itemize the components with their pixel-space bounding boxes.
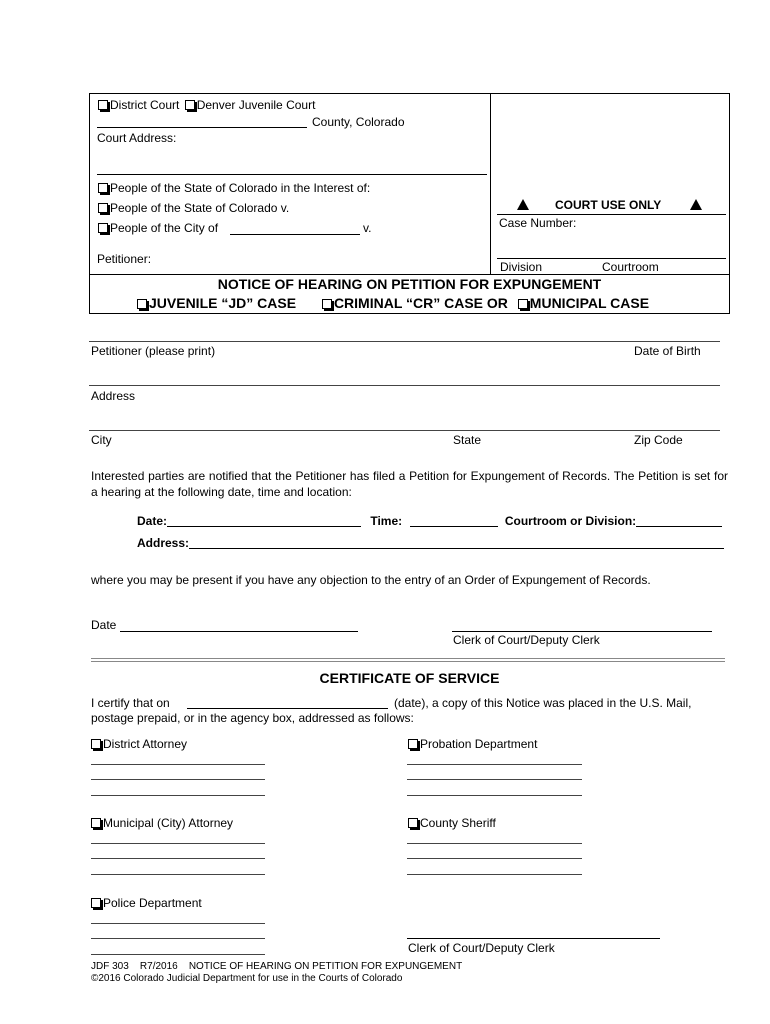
city-label: City (91, 433, 112, 447)
probation-checkbox[interactable] (408, 739, 418, 749)
city-suffix: v. (363, 221, 372, 235)
da-address-line[interactable] (91, 795, 265, 796)
people-state-checkbox[interactable] (98, 203, 108, 213)
certificate-clerk-signature-line[interactable] (407, 938, 660, 939)
caption-title-divider (89, 274, 730, 275)
objection-text: where you may be present if you have any objection to the entry of an Order of Expungement of Records. (91, 573, 651, 587)
municipal-checkbox[interactable] (518, 299, 528, 309)
recipient-municipal-attorney (91, 816, 233, 830)
city-line[interactable] (89, 430, 720, 431)
state-label: State (453, 433, 482, 447)
denver-juvenile-label: Denver Juvenile Court (196, 98, 316, 112)
dob-label: Date of Birth (634, 344, 701, 358)
certify-date-line[interactable] (187, 708, 388, 709)
courtroom-label: Courtroom (602, 260, 659, 274)
district-court-label: District Court (110, 98, 180, 112)
municipal-attorney-label: Municipal (City) Attorney (103, 816, 234, 830)
petitioner-print-label: Petitioner (please print) (91, 344, 216, 358)
footer-copyright: ©2016 Colorado Judicial Department for use in the Courts of Colorado (91, 973, 403, 984)
arrow-up-icon (517, 199, 529, 213)
hearing-address-field[interactable] (189, 537, 724, 549)
recipient-district-attorney (91, 737, 187, 751)
probation-address-line[interactable] (407, 795, 582, 796)
party-option-1 (98, 181, 370, 195)
party-option-2 (98, 201, 289, 215)
footer-form-id: JDF 303 R7/2016 NOTICE OF HEARING ON PETITION FOR EXPUNGEMENT (91, 961, 463, 972)
hearing-address-row (137, 536, 724, 550)
division-label: Division (500, 260, 543, 274)
petitioner-line[interactable] (89, 341, 720, 342)
certify-suffix: (date), a copy of this Notice was placed in the U.S. Mail, (394, 696, 692, 710)
double-rule-top (91, 658, 725, 659)
criminal-checkbox[interactable] (322, 299, 332, 309)
county-line[interactable] (97, 127, 307, 128)
people-state-label: People of the State of Colorado v. (110, 201, 290, 215)
municipal-attorney-checkbox[interactable] (91, 818, 101, 828)
hearing-courtroom-label: Courtroom or Division: (504, 514, 637, 528)
clerk-signature-line[interactable] (452, 631, 712, 632)
hearing-date-field[interactable] (167, 515, 361, 527)
double-rule-bottom (91, 661, 725, 662)
people-city-label: People of the City of (110, 221, 219, 235)
certificate-clerk-label: Clerk of Court/Deputy Clerk (408, 941, 555, 955)
police-address-line[interactable] (91, 954, 265, 955)
hearing-time-field[interactable] (410, 515, 498, 527)
sign-date-label: Date (91, 618, 117, 632)
police-address-line[interactable] (91, 923, 265, 924)
hearing-address-label: Address: (137, 536, 190, 550)
criminal-label: CRIMINAL “CR” CASE OR (333, 295, 508, 311)
city-name-line[interactable] (230, 234, 360, 235)
juvenile-label: JUVENILE “JD” CASE (149, 295, 297, 311)
district-attorney-checkbox[interactable] (91, 739, 101, 749)
district-attorney-label: District Attorney (103, 737, 188, 751)
recipient-county-sheriff (408, 816, 496, 830)
case-type-options (137, 295, 649, 311)
notice-intro: Interested parties are notified that the Petitioner has filed a Petition for Expungement of Records. The Petition is set for a hearing at the following date, time and location: (91, 469, 728, 499)
people-city-checkbox[interactable] (98, 223, 108, 233)
county-sheriff-checkbox[interactable] (408, 818, 418, 828)
case-number-label: Case Number: (499, 216, 577, 230)
party-option-3 (98, 221, 218, 235)
municipal-address-line[interactable] (91, 858, 265, 859)
hearing-date-label: Date: (137, 514, 168, 528)
recipient-probation (408, 737, 537, 751)
county-suffix: County, Colorado (312, 115, 405, 129)
address-label: Address (91, 389, 136, 403)
form-title: NOTICE OF HEARING ON PETITION FOR EXPUNGEMENT (217, 276, 602, 292)
court-use-only: COURT USE ONLY (555, 198, 662, 212)
sheriff-address-line[interactable] (407, 874, 582, 875)
division-line (497, 258, 726, 259)
denver-juvenile-checkbox[interactable] (185, 100, 195, 110)
address-line[interactable] (89, 385, 720, 386)
municipal-address-line[interactable] (91, 843, 265, 844)
caption-separator (97, 174, 487, 175)
certificate-heading: CERTIFICATE OF SERVICE (319, 670, 500, 686)
probation-address-line[interactable] (407, 779, 582, 780)
police-checkbox[interactable] (91, 898, 101, 908)
certify-prefix: I certify that on (91, 696, 170, 710)
zip-label: Zip Code (634, 433, 683, 447)
municipal-label: MUNICIPAL CASE (529, 295, 650, 311)
sign-date-line[interactable] (120, 631, 358, 632)
police-address-line[interactable] (91, 938, 265, 939)
court-address-label: Court Address: (97, 131, 177, 145)
caption-divider (490, 93, 491, 274)
recipient-police (91, 896, 202, 910)
municipal-address-line[interactable] (91, 874, 265, 875)
petitioner-label: Petitioner: (97, 252, 152, 266)
probation-label: Probation Department (420, 737, 538, 751)
hearing-courtroom-field[interactable] (636, 515, 722, 527)
hearing-date-row (137, 514, 722, 528)
court-options (98, 98, 315, 112)
district-court-checkbox[interactable] (98, 100, 108, 110)
clerk-label: Clerk of Court/Deputy Clerk (453, 633, 600, 647)
certify-line-2: postage prepaid, or in the agency box, addressed as follows: (91, 711, 414, 725)
probation-address-line[interactable] (407, 764, 582, 765)
sheriff-address-line[interactable] (407, 843, 582, 844)
sheriff-address-line[interactable] (407, 858, 582, 859)
da-address-line[interactable] (91, 779, 265, 780)
police-label: Police Department (103, 896, 202, 910)
arrow-up-icon (690, 199, 702, 213)
people-interest-label: People of the State of Colorado in the Interest of: (110, 181, 371, 195)
people-interest-checkbox[interactable] (98, 183, 108, 193)
juvenile-checkbox[interactable] (137, 299, 147, 309)
da-address-line[interactable] (91, 764, 265, 765)
court-use-line (497, 214, 726, 215)
hearing-time-label: Time: (370, 514, 403, 528)
county-sheriff-label: County Sheriff (420, 816, 496, 830)
